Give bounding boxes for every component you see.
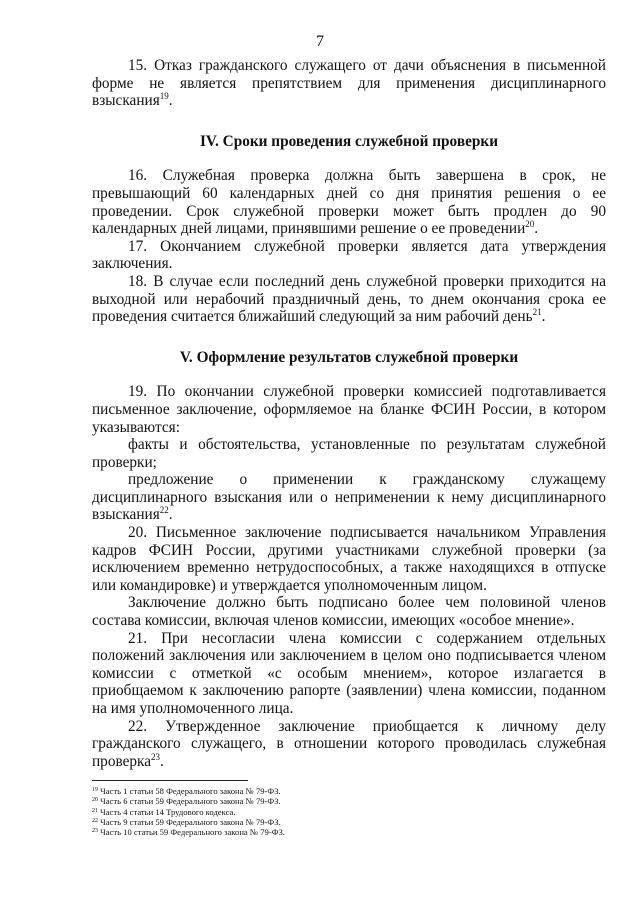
footnote-21: $^{21}$ Часть 4 статьи 14 Трудового кодекса. xyxy=(92,806,236,817)
footnote-20: $^{20}$ Часть 6 статьи 59 Федерального закона № 79-ФЗ. xyxy=(92,796,281,807)
page-number: 7 xyxy=(316,33,324,50)
paragraph-15: 15. Отказ гражданского служащего от дачи объяснения в письменной форме не является препятствием для применения дисциплинарного взыскания$^{19}$. xyxy=(92,57,606,110)
footnotes xyxy=(92,786,592,837)
footnote-ref-22[interactable]: 22 xyxy=(159,505,169,516)
paragraph-19-item-1: факты и обстоятельства, установленные по результатам служебной проверки; xyxy=(92,436,606,471)
footnote-19: $^{19}$ Часть 1 статьи 58 Федерального закона № 79-ФЗ. xyxy=(92,786,281,796)
paragraph-21: 21. При несогласии члена комиссии с содержанием отдельных положений заключения или заключением в целом оно подписывается членом комиссии с отметкой «с особым мнением», которое излагается в приобщаемом к заключению рапорте (заявлении) члена комиссии, поданном на имя уполномоченного лица. xyxy=(92,629,606,717)
paragraph-19: 19. По окончании служебной проверки комиссией подготавливается письменное заключение, оформляемое на бланке ФСИН России, в котором указываются: xyxy=(92,383,606,436)
footnote-22: $^{22}$ Часть 9 статьи 59 Федерального закона № 79-ФЗ. xyxy=(92,816,281,827)
footnote-ref-20[interactable]: 20 xyxy=(525,219,535,230)
footnote-ref-19[interactable]: 19 xyxy=(159,91,169,102)
footnote-ref-21[interactable]: 21 xyxy=(532,307,542,318)
paragraph-20-note: Заключение должно быть подписано более чем половиной членов состава комиссии, включая членов комиссии, имеющих «особое мнение». xyxy=(92,594,606,630)
footnote-separator xyxy=(92,780,248,781)
paragraph-18: 18. В случае если последний день служебной проверки приходится на выходной или нерабочий праздничный день, то днем окончания срока ее проведения считается ближайший следующий за ним рабочий день$^{21}$. xyxy=(92,272,606,326)
paragraph-22: 22. Утвержденное заключение приобщается к личному делу гражданского служащего, в отношении которого проводилась служебная проверка$^{23}$. xyxy=(92,717,606,770)
paragraph-16: 16. Служебная проверка должна быть завершена в срок, не превышающий 60 календарных дней со дня принятия решения о ее проведении. Срок служебной проверки может быть продлен до 90 календарных дней лицами, принявшими решение о ее проведении$^{20}$. xyxy=(92,167,606,238)
paragraph-20: 20. Письменное заключение подписывается начальником Управления кадров ФСИН России, другими участниками служебной проверки (за исключением временно нетрудоспособных, а также находящихся в отпуске или командировке) и утверждается уполномоченным лицом. xyxy=(92,524,606,594)
document-body xyxy=(92,57,606,770)
section-title-4: IV. Сроки проведения служебной проверки xyxy=(199,132,499,150)
footnote-ref-23[interactable]: 23 xyxy=(151,751,161,762)
footnote-23: $^{23}$ Часть 10 статьи 59 Федерального закона № 79-ФЗ. xyxy=(92,827,285,838)
paragraph-17: 17. Окончанием служебной проверки является дата утверждения заключения. xyxy=(92,237,606,273)
section-title-5: V. Оформление результатов служебной проверки xyxy=(179,348,519,366)
paragraph-19-item-2: предложение о применении к гражданскому служащему дисциплинарного взыскания или о неприменении к нему дисциплинарного взыскания$^{22}$. xyxy=(92,471,606,524)
